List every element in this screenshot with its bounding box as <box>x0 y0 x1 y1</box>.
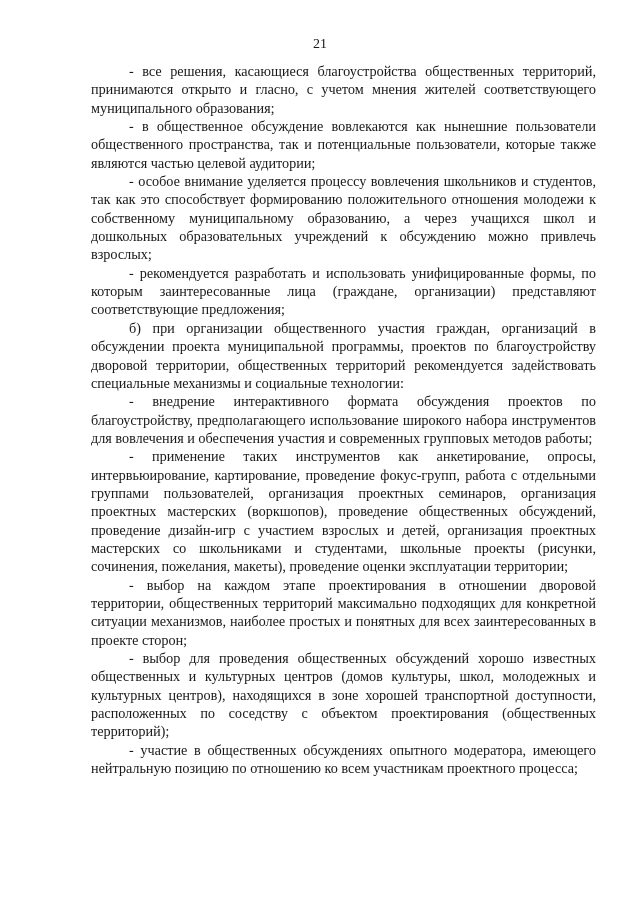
paragraph-unified-forms: - рекомендуется разработать и использовать унифицированные формы, по которым заинтересованные лица (граждане, организации) представляют соответствующие предложения; <box>91 265 596 319</box>
page-number: 21 <box>313 37 327 52</box>
paragraph-mechanism-choice: - выбор на каждом этапе проектирования в отношении дворовой территории, общественных территорий максимально подходящих для конкретной ситуации механизмов, наиболее простых и понятных для всех заинтересованных в проекте сторон; <box>91 577 596 649</box>
paragraph-students-involvement: - особое внимание уделяется процессу вовлечения школьников и студентов, так как это способствует формированию положительного отношения молодежи к собственному муниципальному образованию, а через учащихся школ и дошкольных образовательных учреждений к обсуждению можно привлечь взрослых; <box>91 174 596 264</box>
paragraph-section-b: б) при организации общественного участия граждан, организаций в обсуждении проекта муниципальной программы, проектов по благоустройству дворовой территории, общественных территорий рекомендуется задействовать специальные механизмы и социальные технологии: <box>91 320 596 392</box>
paragraph-open-decisions: - все решения, касающиеся благоустройства общественных территорий, принимаются открыто и гласно, с учетом мнения жителей соответствующего муниципального образования; <box>91 64 596 117</box>
paragraph-interactive-format: - внедрение интерактивного формата обсуждения проектов по благоустройству, предполагающего использование широкого набора инструментов для вовлечения и обеспечения участия и современных групповых методов работы; <box>91 394 596 447</box>
paragraph-current-and-potential-users: - в общественное обсуждение вовлекаются как нынешние пользователи общественного пространства, так и потенциальные пользователи, которые также являются частью целевой аудитории; <box>91 119 596 172</box>
paragraph-venue-choice: - выбор для проведения общественных обсуждений хорошо известных общественных и культурных центров (домов культуры, школ, молодежных и культурных центров), находящихся в зоне хорошей транспортной доступности, расположенных по соседству с объектом проектирования (общественных территорий); <box>91 651 596 741</box>
paragraph-moderator: - участие в общественных обсуждениях опытного модератора, имеющего нейтральную позицию по отношению ко всем участникам проектного процесса; <box>91 742 596 778</box>
paragraph-tools-list: - применение таких инструментов как анкетирование, опросы, интервьюирование, картирование, проведение фокус-групп, работа с отдельными группами пользователей, организация проектных семинаров, организация проектных мастерских (воркшопов), проведение общественных обсуждений, проведение дизайн-игр с участием взрослых и детей, организация проектных мастерских со школьниками и студентами, школьные проекты (рисунки, сочинения, пожелания, макеты), проведение оценки эксплуатации территории; <box>91 449 596 576</box>
document-body <box>91 63 596 778</box>
